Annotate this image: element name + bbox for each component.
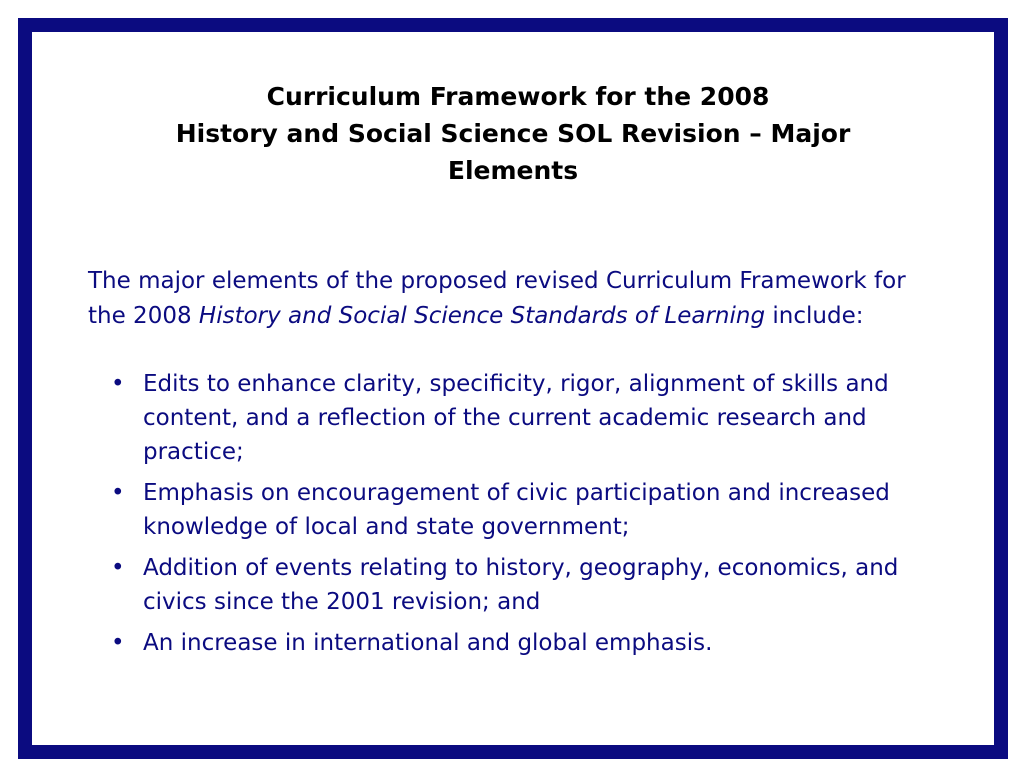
title-line-1: Curriculum Framework for the 2008 (266, 82, 770, 111)
bullet-icon: • (111, 480, 125, 506)
bullet-icon: • (111, 371, 125, 397)
intro-text-start: The major elements of the proposed revised Curriculum Framework for the 2008 (88, 268, 906, 329)
bullet-icon: • (111, 555, 125, 581)
slide-frame (18, 18, 1008, 759)
bullet-text: Edits to enhance clarity, specificity, rigor, alignment of skills and content, and a reflection of the current academic research and practice; (143, 371, 889, 465)
bullet-text: Emphasis on encouragement of civic participation and increased knowledge of local and state government; (143, 480, 890, 540)
slide-title (32, 78, 994, 189)
intro-paragraph (88, 264, 928, 333)
bullet-list (88, 367, 948, 667)
intro-italic-title: History and Social Science Standards of Learning (198, 302, 766, 329)
list-item (88, 476, 948, 544)
bullet-text: An increase in international and global emphasis. (143, 630, 713, 656)
list-item (88, 551, 948, 619)
intro-text-end: include: (765, 302, 864, 329)
list-item (88, 367, 948, 469)
bullet-text: Addition of events relating to history, geography, economics, and civics since the 2001 revision; and (143, 555, 899, 615)
title-line-2: History and Social Science SOL Revision – Major (175, 119, 851, 148)
title-line-3: Elements (447, 156, 579, 185)
bullet-icon: • (111, 630, 125, 656)
list-item (88, 626, 948, 660)
